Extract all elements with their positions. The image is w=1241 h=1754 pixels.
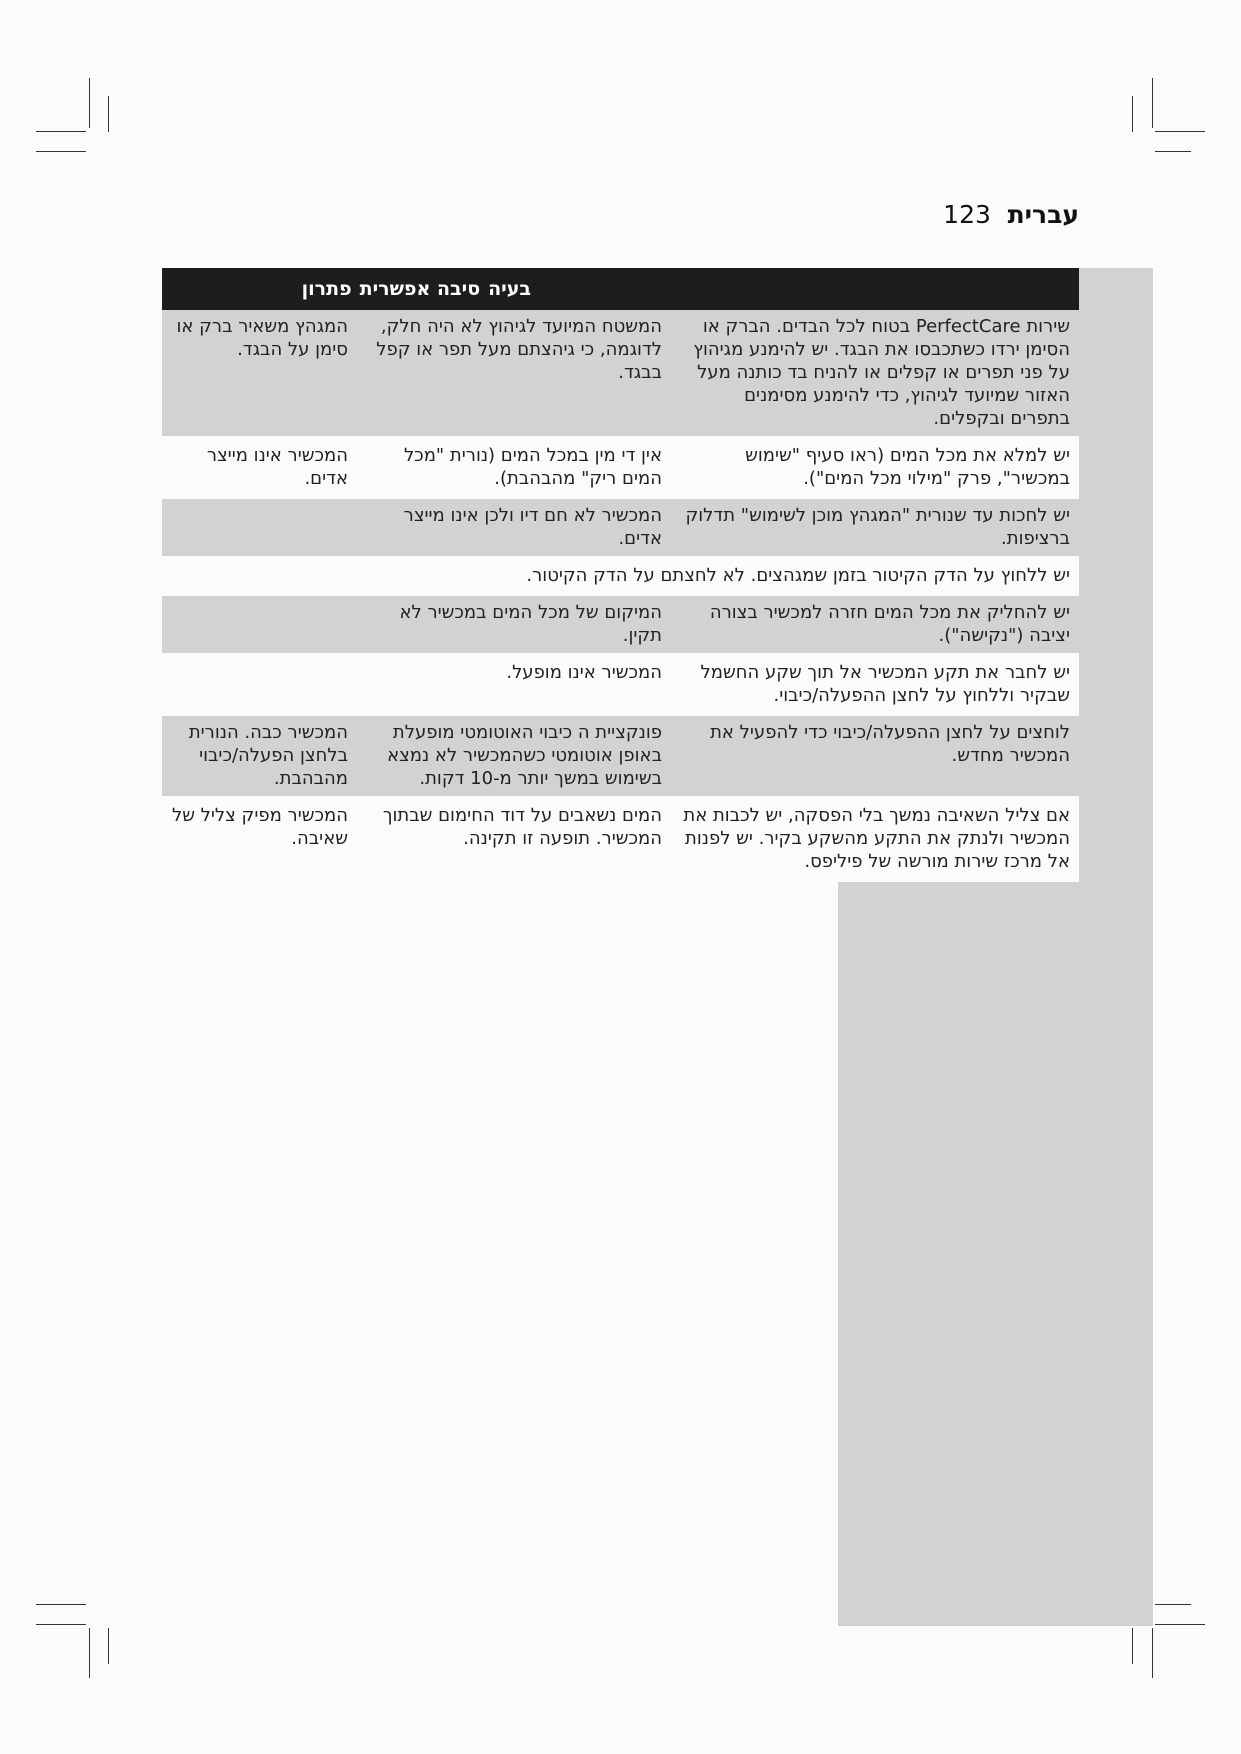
cause-text: לא לחצתם על הדק הקיטור. — [526, 565, 745, 586]
problem-cell: המגהץ משאיר ברק או סימן על הבגד. — [176, 316, 348, 360]
crop-mark — [1132, 96, 1133, 132]
crop-mark — [89, 78, 90, 128]
cause-cell: פונקציית ה כיבוי האוטומטי מופעלת באופן אוטומטי כשהמכשיר לא נמצא בשימוש במשך יותר מ-10 דקות. — [387, 722, 662, 789]
crop-mark — [1155, 1604, 1191, 1605]
problem-cell: המכשיר אינו מייצר אדים. — [206, 445, 348, 489]
section-language: עברית — [1007, 200, 1079, 229]
solution-cause-cell — [357, 564, 1079, 587]
solution-cell: אם צליל השאיבה נמשך בלי הפסקה, יש לכבות את המכשיר ולנתק את התקע מהשקע בקיר. יש לפנות אל מרכז שירות מורשה של פיליפס. — [683, 805, 1070, 872]
cause-cell: אין די מין במכל המים (נורית "מכל המים ריק" מהבהבת). — [403, 445, 662, 489]
problem-cell: המכשיר מפיק צליל של שאיבה. — [171, 805, 348, 849]
table-row — [162, 596, 1079, 656]
header-problem: בעיה — [488, 278, 531, 300]
cause-cell: המכשיר אינו מופעל. — [506, 662, 662, 683]
solution-cell: יש לחכות עד שנורית "המגהץ מוכן לשימוש" תדלוק ברציפות. — [685, 505, 1070, 549]
table-row — [162, 310, 1079, 439]
crop-mark — [36, 1624, 86, 1625]
table-row — [162, 716, 1079, 799]
table-row — [162, 499, 1079, 559]
page-header — [943, 200, 1079, 229]
crop-mark — [36, 1604, 86, 1605]
crop-mark — [36, 131, 86, 132]
crop-mark — [1152, 1628, 1153, 1678]
page-number: 123 — [943, 200, 991, 229]
crop-mark — [1132, 1628, 1133, 1664]
cause-cell: המשטח המיועד לגיהוץ לא היה חלק, לדוגמה, כי גיהצתם מעל תפר או קפל בבגד. — [376, 316, 662, 383]
crop-mark — [36, 151, 86, 152]
solution-cell: יש למלא את מכל המים (ראו סעיף "שימוש במכשיר", פרק "מילוי מכל המים"). — [745, 445, 1070, 489]
table-row — [162, 799, 1079, 882]
table-row — [162, 656, 1079, 716]
solution-cell: יש להחליק את מכל המים חזרה למכשיר בצורה יציבה ("נקישה"). — [709, 602, 1070, 646]
crop-mark — [89, 1628, 90, 1678]
troubleshooting-table — [162, 268, 1079, 882]
header-cause: סיבה אפשרית — [359, 278, 481, 300]
problem-cell: המכשיר כבה. הנורית בלחצן הפעלה/כיבוי מהבהבת. — [188, 722, 348, 789]
header-solution: פתרון — [301, 278, 352, 300]
table-header — [162, 268, 1079, 310]
crop-mark — [1155, 151, 1191, 152]
solution-text: יש ללחוץ על הדק הקיטור בזמן שמגהצים. — [750, 565, 1070, 586]
cause-cell: המכשיר לא חם דיו ולכן אינו מייצר אדים. — [403, 505, 662, 549]
solution-cell: שירות PerfectCare בטוח לכל הבדים. הברק או הסימן ירדו כשתכבסו את הבגד. יש להימנע מגיהוץ על פני תפרים או קפלים או להניח בד כותנה מעל האזור שמיועד לגיהוץ, כדי להימנע מסימנים בתפרים ובקפלים. — [693, 316, 1070, 429]
crop-mark — [1152, 78, 1153, 128]
crop-mark — [1155, 131, 1205, 132]
header-group — [294, 278, 531, 300]
cause-cell: המים נשאבים על דוד החימום שבתוך המכשיר. תופעה זו תקינה. — [382, 805, 662, 849]
crop-mark — [108, 96, 109, 132]
solution-cell: יש לחבר את תקע המכשיר אל תוך שקע החשמל שבקיר וללחוץ על לחצן ההפעלה/כיבוי. — [700, 662, 1070, 706]
solution-cell: לוחצים על לחצן ההפעלה/כיבוי כדי להפעיל את המכשיר מחדש. — [710, 722, 1070, 766]
table-row — [162, 559, 1079, 596]
table-row — [162, 439, 1079, 499]
cause-cell: המיקום של מכל המים במכשיר לא תקין. — [399, 602, 662, 646]
crop-mark — [1155, 1624, 1205, 1625]
crop-mark — [108, 1628, 109, 1664]
